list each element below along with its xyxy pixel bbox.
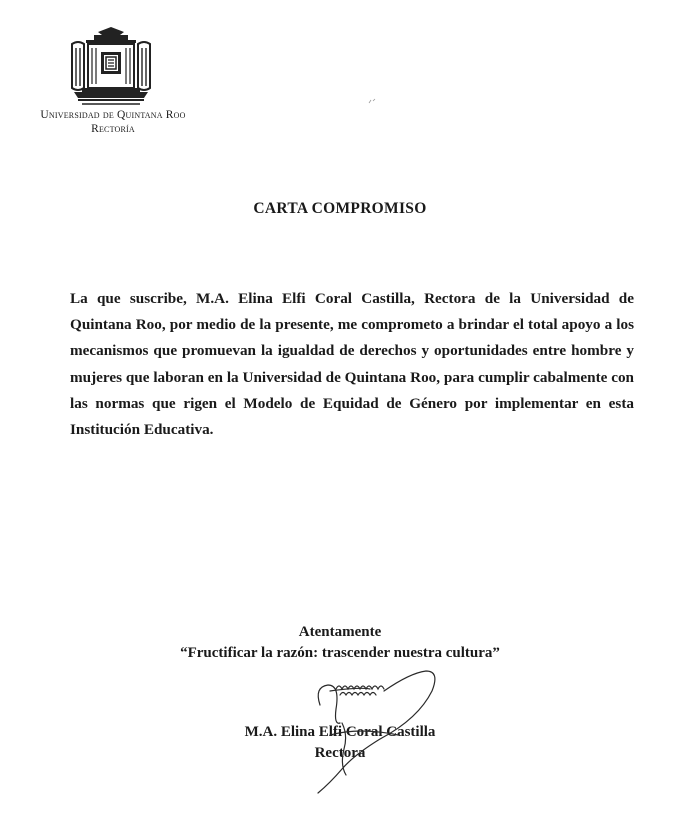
university-seal-icon — [68, 26, 154, 108]
office-name: Rectoría — [91, 123, 135, 135]
signer-name: M.A. Elina Elfi Coral Castilla — [244, 724, 436, 740]
signer-role: Rectora — [314, 745, 366, 761]
institution-header — [18, 108, 208, 136]
letter-body: La que suscribe, M.A. Elina Elfi Coral Castilla, Rectora de la Universidad de Quintana Roo, por medio de la presente, me comprometo a brindar el total apoyo a los mecanismos que promuevan la igualdad de derechos y oportunidades entre hombre y mujeres que laboran en la Universidad de Quintana Roo, para cumplir cabalmente con las normas que rigen el Modelo de Equidad de Género por implementar en esta Institución Educativa. — [70, 290, 634, 439]
scan-speck — [368, 98, 376, 104]
institutional-motto: “Fructificar la razón: trascender nuestra cultura” — [180, 645, 500, 661]
closing-block — [0, 622, 680, 664]
signer-block — [0, 722, 680, 764]
university-name: Universidad de Quintana Roo — [40, 109, 186, 121]
salutation: Atentamente — [298, 624, 382, 640]
document-title: CARTA COMPROMISO — [253, 200, 427, 217]
